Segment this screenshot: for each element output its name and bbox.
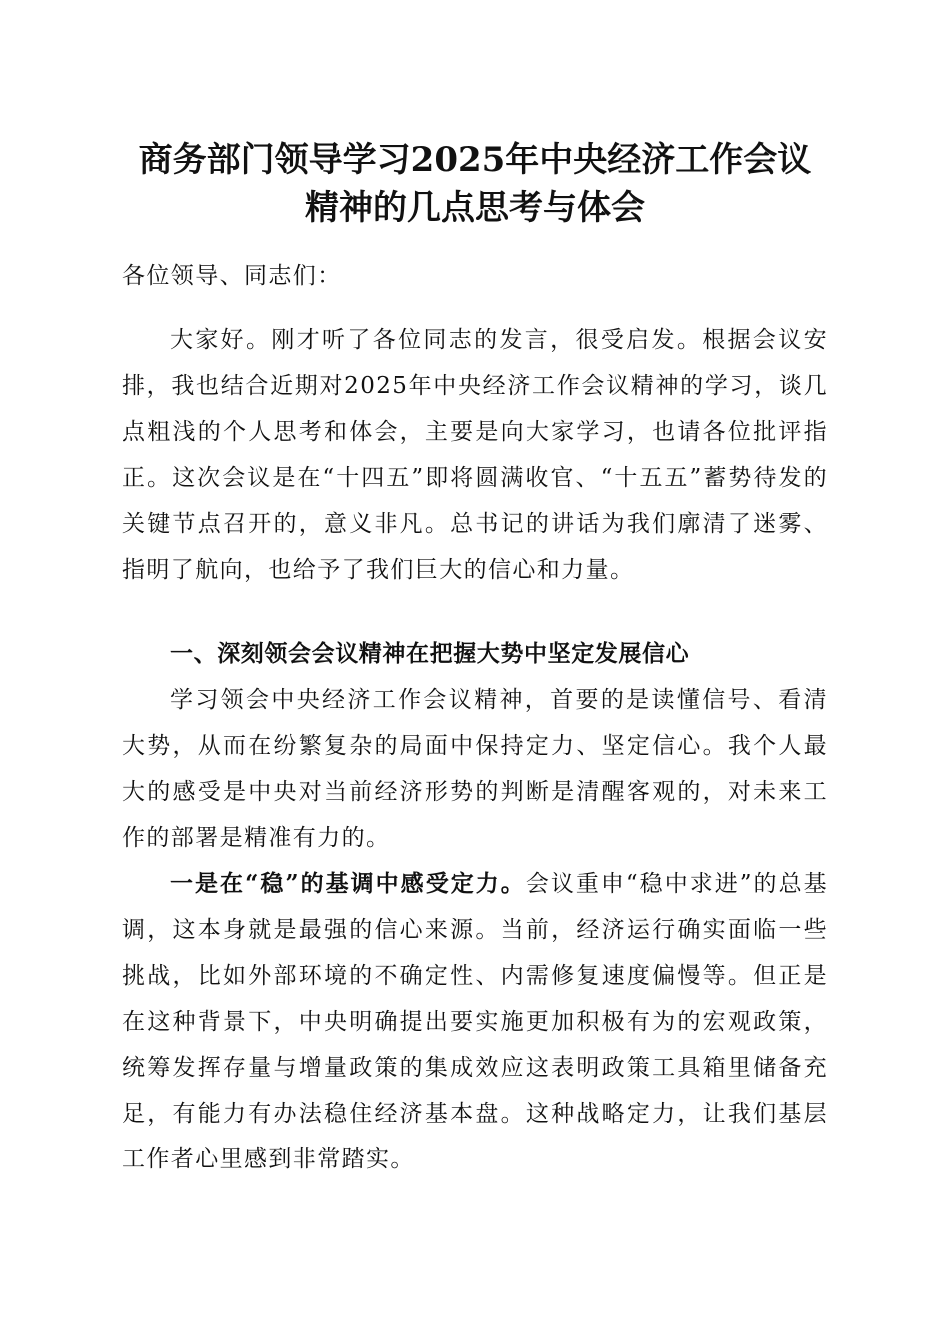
- greeting: 各位领导、同志们：: [122, 263, 342, 289]
- point-one-lead: 一是在“稳”的基调中感受定力。: [170, 870, 526, 897]
- document-title-line-2: 精神的几点思考与体会: [305, 188, 645, 228]
- document-title-line-1: 商务部门领导学习2025年中央经济工作会议: [138, 140, 812, 180]
- paragraph-opening: 大家好。刚才听了各位同志的发言，很受启发。根据会议安排，我也结合近期对2025年中央经济工作会议精神的学习，谈几点粗浅的个人思考和体会，主要是向大家学习，也请各位批评指正。这次会议是在“十四五”即将圆满收官、“十五五”蓄势待发的关键节点召开的，意义非凡。总书记的讲话为我们廓清了迷雾、指明了航向，也给予了我们巨大的信心和力量。: [122, 327, 828, 583]
- point-one-body: 会议重申“稳中求进”的总基调，这本身就是最强的信心来源。当前，经济运行确实面临一些挑战，比如外部环境的不确定性、内需修复速度偏慢等。但正是在这种背景下，中央明确提出要实施更加积极有为的宏观政策，统筹发挥存量与增量政策的集成效应这表明政策工具箱里储备充足，有能力有办法稳住经济基本盘。这种战略定力，让我们基层工作者心里感到非常踏实。: [122, 871, 829, 1173]
- paragraph-point-one: [122, 861, 828, 1183]
- section-heading-1: 一、深刻领会会议精神在把握大势中坚定发展信心: [170, 641, 690, 667]
- paragraph-section1-intro: 学习领会中央经济工作会议精神，首要的是读懂信号、看清大势，从而在纷繁复杂的局面中保持定力、坚定信心。我个人最大的感受是中央对当前经济形势的判断是清醒客观的，对未来工作的部署是精准有力的。: [122, 687, 828, 851]
